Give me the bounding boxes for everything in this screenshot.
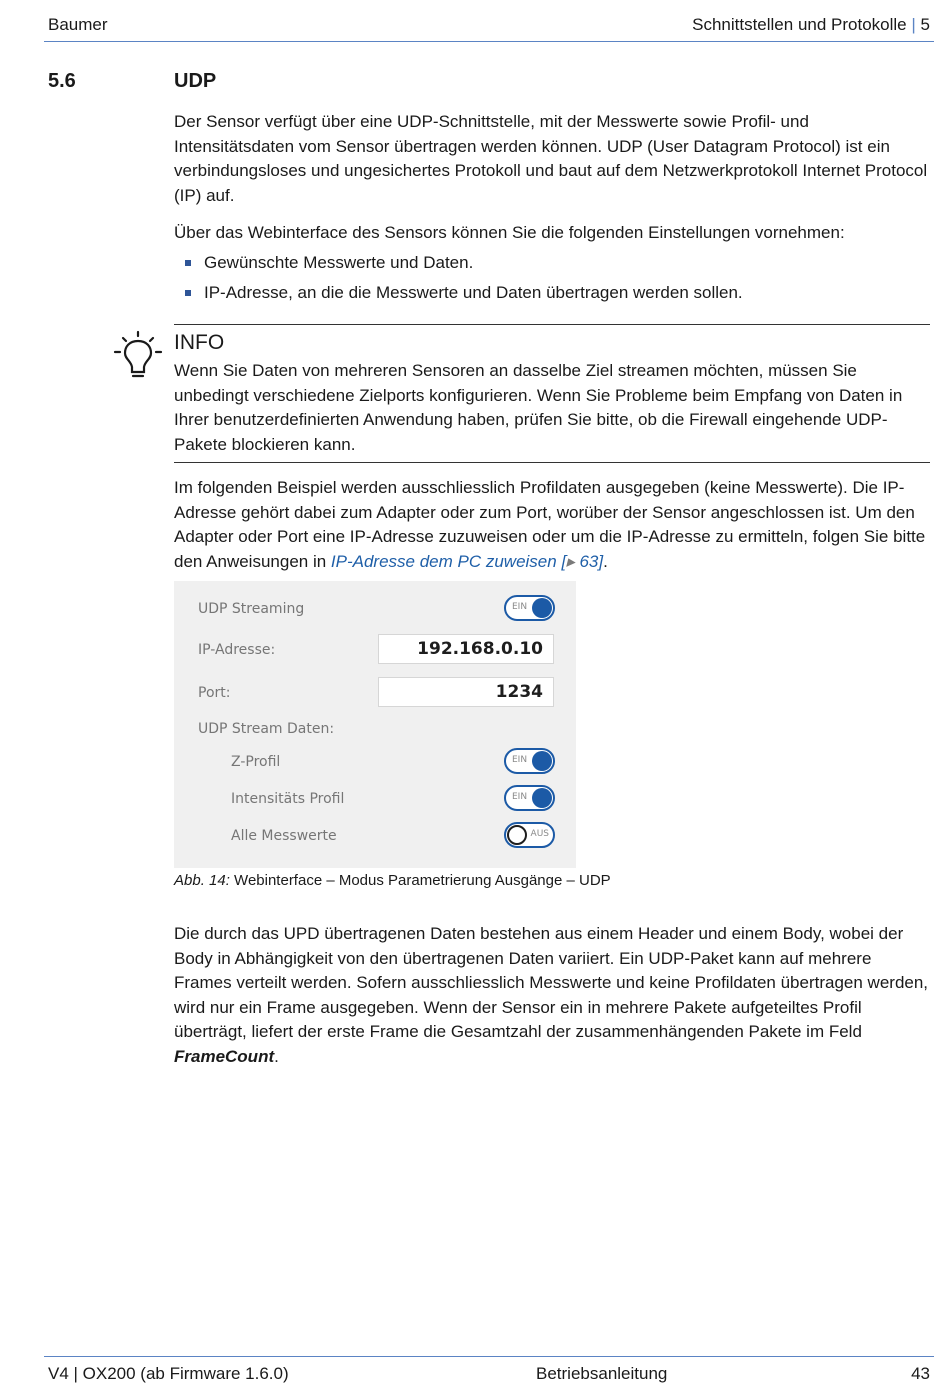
section-number: 5.6 bbox=[48, 70, 76, 92]
settings-intro-text: Über das Webinterface des Sensors können Sie die folgenden Einstellungen vornehmen: bbox=[174, 223, 845, 242]
bullet-square-icon bbox=[185, 260, 191, 266]
toggle-knob bbox=[507, 825, 527, 845]
link-text: IP-Adresse dem PC zuweisen [ bbox=[330, 551, 567, 571]
toggle-state: EIN bbox=[512, 755, 528, 765]
list-item bbox=[174, 248, 930, 278]
ip-address-link[interactable] bbox=[331, 552, 603, 571]
z-profil-toggle[interactable] bbox=[504, 748, 555, 774]
udp-streaming-toggle[interactable] bbox=[504, 595, 555, 621]
framecount-term: FrameCount bbox=[174, 1046, 275, 1066]
webinterface-figure bbox=[174, 581, 576, 868]
lightbulb-icon bbox=[112, 330, 164, 382]
info-top-rule bbox=[174, 324, 930, 325]
toggle-knob bbox=[532, 751, 552, 771]
info-text: Wenn Sie Daten von mehreren Sensoren an dasselbe Ziel streamen möchten, müssen Sie unbedingt verschiedene Zielports konfigurieren. Wenn Sie Probleme beim Empfang von Daten in Ihrer benutzerdefinierten Anwendung haben, prüfen Sie bitte, ob die Firewall eingehende UDP-Pakete blockieren kann. bbox=[174, 361, 903, 454]
ip-address-field[interactable]: 192.168.0.10 bbox=[378, 634, 554, 664]
settings-intro bbox=[174, 221, 930, 246]
intensity-profile-toggle[interactable] bbox=[504, 785, 555, 811]
all-values-label: Alle Messwerte bbox=[231, 828, 337, 844]
header-rule bbox=[44, 41, 934, 42]
ip-address-label: IP-Adresse: bbox=[198, 642, 276, 658]
intro-text: Der Sensor verfügt über eine UDP-Schnittstelle, mit der Messwerte sowie Profil- und Intensitätsdaten vom Sensor übertragen werden können. UDP (User Datagram Protocol) ist ein verbindungsloses und ungesichertes Protokoll und baut auf dem Netzwerkprotokoll Internet Protocol (IP) auf. bbox=[174, 112, 928, 205]
section-title: UDP bbox=[174, 70, 217, 92]
page-arrow-icon: ▸ bbox=[566, 551, 575, 571]
toggle-state: EIN bbox=[512, 602, 528, 612]
header-chapter-title: Schnittstellen und Protokolle bbox=[692, 15, 907, 34]
footer-doc-type: Betriebsanleitung bbox=[536, 1364, 668, 1383]
toggle-knob bbox=[532, 598, 552, 618]
toggle-state: AUS bbox=[530, 829, 549, 839]
header-separator: | bbox=[911, 15, 916, 34]
bullet-text: IP-Adresse, an die die Messwerte und Daten übertragen werden sollen. bbox=[204, 282, 743, 302]
toggle-knob bbox=[532, 788, 552, 808]
bullet-square-icon bbox=[185, 290, 191, 296]
header-chapter-number: 5 bbox=[920, 15, 930, 34]
stream-data-label: UDP Stream Daten: bbox=[198, 721, 335, 737]
header-chapter bbox=[692, 14, 930, 36]
udp-streaming-label: UDP Streaming bbox=[198, 601, 305, 617]
example-paragraph bbox=[174, 476, 930, 574]
body-period: . bbox=[274, 1046, 279, 1066]
body-paragraph bbox=[174, 922, 930, 1069]
caption-text: Webinterface – Modus Parametrierung Ausgänge – UDP bbox=[229, 872, 611, 889]
figure-caption bbox=[174, 871, 611, 891]
all-values-toggle[interactable] bbox=[504, 822, 555, 848]
z-profil-label: Z-Profil bbox=[231, 754, 281, 770]
intro-paragraph bbox=[174, 110, 930, 208]
toggle-state: EIN bbox=[512, 792, 528, 802]
bullet-text: Gewünschte Messwerte und Daten. bbox=[204, 253, 474, 272]
list-item bbox=[174, 278, 930, 308]
link-page: 63] bbox=[574, 551, 604, 571]
body-text: Die durch das UPD übertragenen Daten bestehen aus einem Header und einem Body, wobei der Body in Abhängigkeit von den übertragenen Daten variiert. Ein UDP-Paket kann auf mehrere Frames verteilt werden. Sofern ausschliesslich Messwerte und keine Profildaten übertragen werden, wird nur ein Frame ausgegeben. Wenn der Sensor ein in mehrere Pakete aufgeteiltes Profil überträgt, liefert der erste Frame die Gesamtzahl der zusammenhängenden Pakete im Feld bbox=[174, 924, 929, 1041]
caption-prefix: Abb. 14: bbox=[174, 872, 230, 889]
bullet-list bbox=[174, 248, 930, 307]
port-field[interactable]: 1234 bbox=[378, 677, 554, 707]
info-bottom-rule bbox=[174, 462, 930, 463]
example-text: Im folgenden Beispiel werden ausschliesslich Profildaten ausgegeben (keine Messwerte). Die IP-Adresse gehört dabei zum Adapter oder zum Port, worüber der Sensor angeschlossen ist. Um den Adapter oder Port eine IP-Adresse zuzuweisen oder um die IP-Adresse zu ermitteln, folgen Sie bitte den Anweisungen in bbox=[174, 478, 926, 571]
info-title: INFO bbox=[174, 331, 225, 354]
footer-version: V4 | OX200 (ab Firmware 1.6.0) bbox=[48, 1364, 289, 1383]
intensity-profile-label: Intensitäts Profil bbox=[231, 791, 345, 807]
example-period: . bbox=[603, 551, 608, 571]
footer-page-number: 43 bbox=[911, 1364, 930, 1383]
footer-rule bbox=[44, 1356, 934, 1357]
info-paragraph bbox=[174, 359, 930, 457]
port-label: Port: bbox=[198, 685, 231, 701]
header-company: Baumer bbox=[48, 15, 108, 34]
